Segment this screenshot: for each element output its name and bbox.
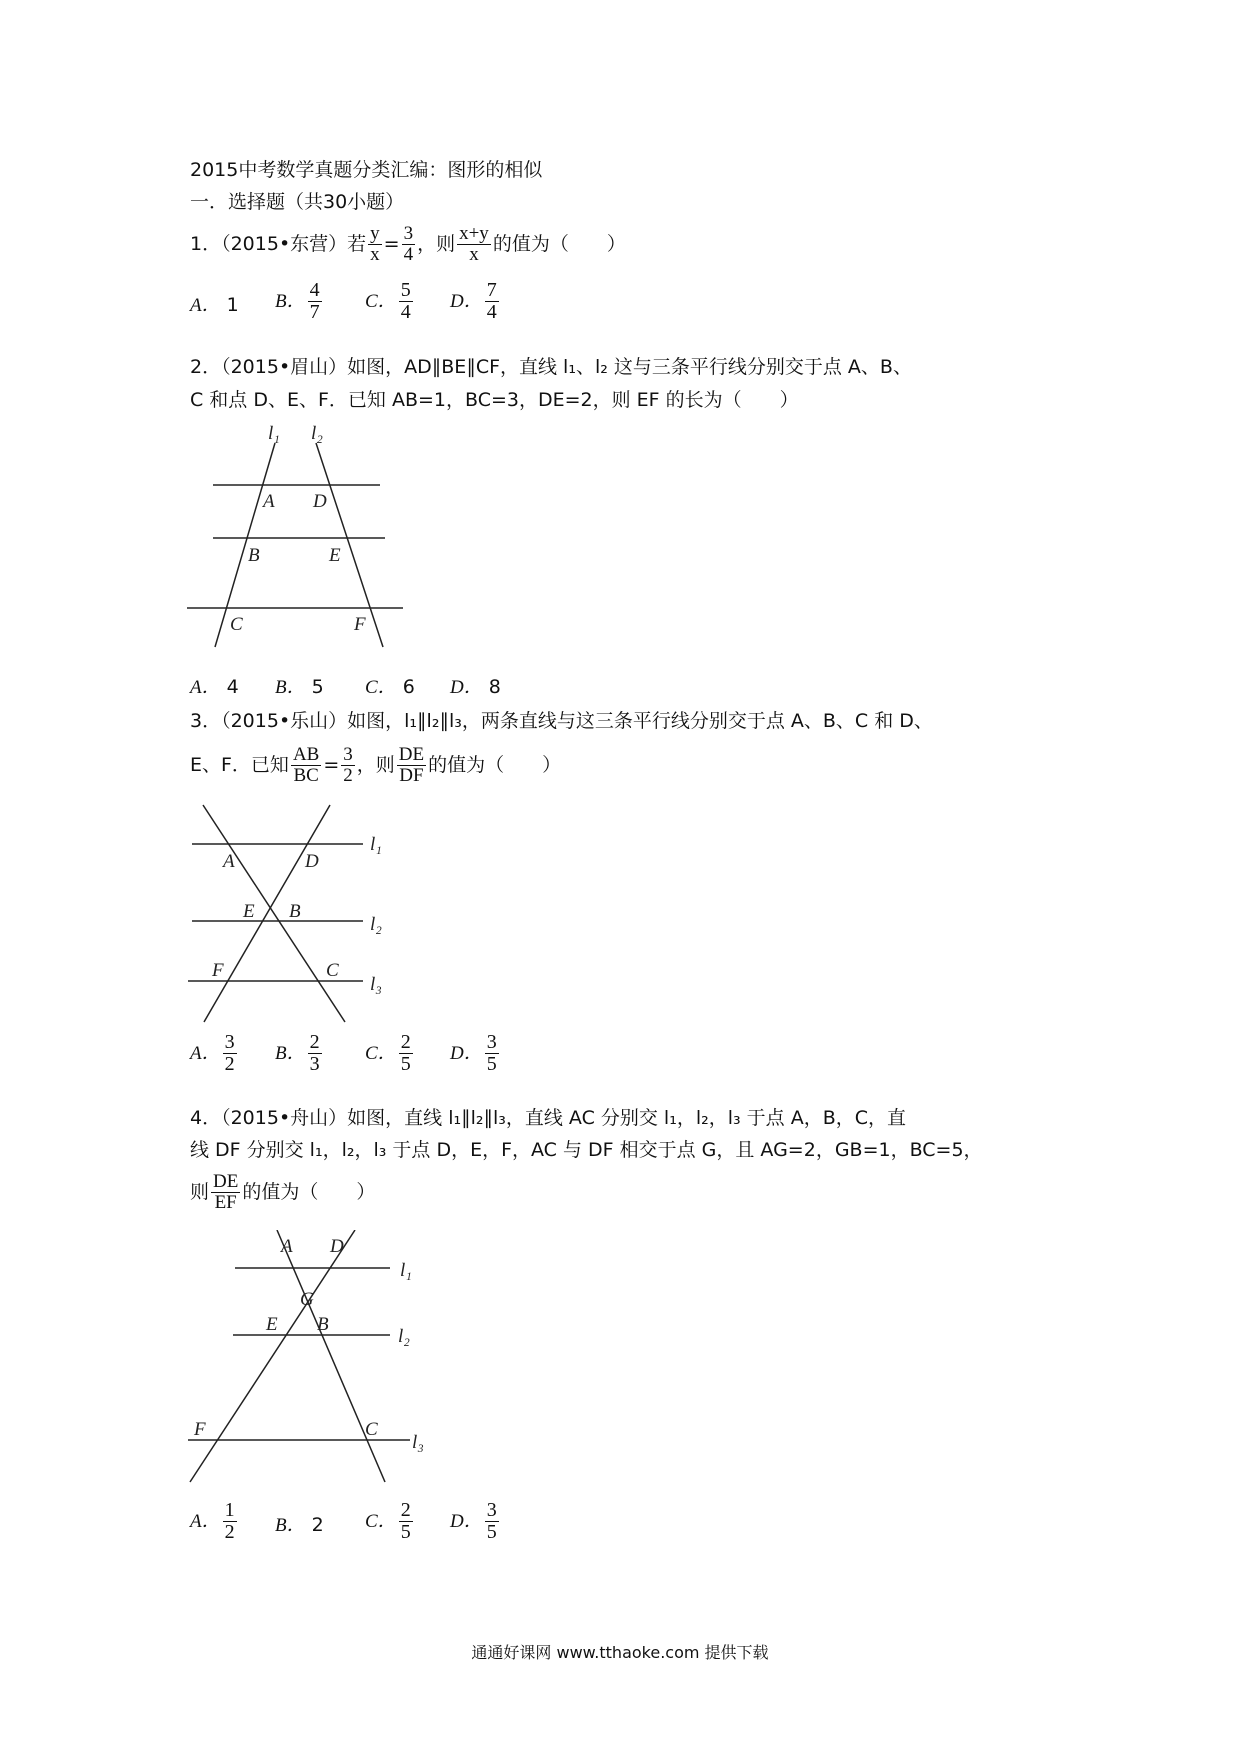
q2-b-label: B． — [275, 677, 306, 698]
q1-f3-den: x — [469, 243, 479, 265]
q4-line-1: 4．（2015•舟山）如图，直线 l₁∥l₂∥l₃，直线 AC 分别交 l₁，l₂，l₃ 于点 A，B，C，直 — [190, 1107, 906, 1129]
q3-line-2 — [190, 745, 561, 786]
q4-label-D: D — [330, 1236, 344, 1257]
q4-option-b[interactable] — [275, 1510, 324, 1537]
q1-b-frac — [308, 280, 322, 323]
q1-option-d[interactable] — [450, 280, 501, 323]
q1-c-num: 5 — [400, 279, 411, 301]
q1-c-den: 4 — [400, 301, 411, 323]
q4-option-a[interactable] — [190, 1500, 239, 1543]
q4-label-G: G — [300, 1289, 314, 1310]
q3-figure — [180, 800, 400, 1025]
q2-label-l2: l₂ — [311, 425, 323, 444]
q3-transversal-def — [204, 805, 330, 1022]
q3-option-d[interactable] — [450, 1032, 501, 1075]
q4-f-den: EF — [214, 1191, 237, 1213]
q2-line-2: C 和点 D、E、F．已知 AB=1，BC=3，DE=2，则 EF 的长为（ ） — [190, 389, 799, 411]
q1-a-label: A． — [190, 295, 221, 316]
q2-label-A: A — [263, 491, 275, 512]
q3-option-a[interactable] — [190, 1032, 239, 1075]
q3-label-l2: l₂ — [370, 914, 382, 935]
q4-d-num: 3 — [486, 1499, 497, 1521]
q4-label-B: B — [317, 1314, 329, 1335]
q4-c-frac — [399, 1500, 413, 1543]
q1-eq: = — [383, 232, 400, 255]
q2-line-l1 — [215, 443, 275, 647]
q2-line-l2 — [316, 443, 383, 647]
q4-a-den: 2 — [224, 1521, 235, 1543]
q1-c-frac — [399, 280, 413, 323]
q4-option-c[interactable] — [365, 1500, 415, 1543]
q3-mid: ，则 — [356, 753, 395, 776]
question-1 — [190, 224, 626, 265]
q4-a-frac — [223, 1500, 237, 1543]
q3-d-num: 3 — [486, 1031, 497, 1053]
q3-f3-num: DE — [398, 744, 425, 765]
q3-d-frac — [485, 1032, 499, 1075]
q4-line-3 — [190, 1172, 375, 1213]
q1-fraction-xy-over-x — [457, 224, 491, 265]
q2-label-E: E — [329, 545, 341, 566]
q1-f2-num: 3 — [403, 223, 414, 244]
q3-label-A: A — [223, 851, 235, 872]
q4-c-num: 2 — [400, 1499, 411, 1521]
q3-f2-den: 2 — [343, 764, 353, 786]
q2-figure — [180, 425, 420, 665]
q3-c-label: C． — [365, 1043, 397, 1064]
q2-option-c[interactable] — [365, 672, 415, 699]
q2-d-label: D． — [450, 677, 483, 698]
q4-option-d[interactable] — [450, 1500, 501, 1543]
q4-c-den: 5 — [400, 1521, 411, 1543]
q3-transversal-adc — [203, 805, 345, 1022]
q2-c-label: C． — [365, 677, 397, 698]
q1-d-den: 4 — [486, 301, 497, 323]
q3-c-frac — [399, 1032, 413, 1075]
q2-d-value: 8 — [488, 676, 501, 698]
q1-option-b[interactable] — [275, 280, 324, 323]
q1-d-num: 7 — [486, 279, 497, 301]
q2-option-b[interactable] — [275, 672, 324, 699]
q2-label-B: B — [248, 545, 260, 566]
q1-b-num: 4 — [309, 279, 320, 301]
q1-c-label: C． — [365, 291, 397, 312]
q2-label-F: F — [354, 614, 366, 635]
q2-line-1: 2．（2015•眉山）如图，AD∥BE∥CF，直线 l₁、l₂ 这与三条平行线分别交于点 A、B、 — [190, 356, 912, 378]
q1-b-den: 7 — [309, 301, 320, 323]
q3-d-label: D． — [450, 1043, 483, 1064]
q4-a-num: 1 — [224, 1499, 235, 1521]
q1-f2-den: 4 — [403, 243, 414, 265]
q3-b-label: B． — [275, 1043, 306, 1064]
q3-a-num: 3 — [224, 1031, 235, 1053]
q1-option-a[interactable] — [190, 290, 239, 317]
q3-option-c[interactable] — [365, 1032, 415, 1075]
q4-l3-prefix: 则 — [190, 1180, 210, 1203]
q2-option-d[interactable] — [450, 672, 501, 699]
q2-option-a[interactable] — [190, 672, 239, 699]
q3-b-frac — [308, 1032, 322, 1075]
q4-d-den: 5 — [486, 1521, 497, 1543]
q1-f1-den: x — [370, 243, 380, 265]
q1-fraction-3-over-4 — [402, 224, 416, 265]
q3-a-den: 2 — [224, 1053, 235, 1075]
q3-option-b[interactable] — [275, 1032, 324, 1075]
q3-label-B: B — [289, 901, 301, 922]
section-heading: 一．选择题（共30小题） — [190, 191, 405, 213]
q1-prefix: 1．（2015•东营）若 — [190, 232, 367, 255]
page-title: 2015中考数学真题分类汇编：图形的相似 — [190, 159, 543, 181]
q4-label-C: C — [365, 1419, 378, 1440]
q4-fraction-de-ef — [211, 1172, 240, 1213]
q3-eq: = — [323, 753, 340, 776]
q2-a-value: 4 — [226, 676, 239, 698]
q4-figure — [180, 1230, 440, 1495]
q1-suffix: 的值为（ ） — [492, 232, 626, 255]
q3-a-frac — [223, 1032, 237, 1075]
q3-suffix: 的值为（ ） — [428, 753, 562, 776]
q4-d-label: D． — [450, 1511, 483, 1532]
q3-f3-den: DF — [399, 764, 424, 786]
q4-label-E: E — [266, 1314, 278, 1335]
q3-b-num: 2 — [309, 1031, 320, 1053]
q4-label-l2: l₂ — [398, 1326, 410, 1347]
q4-d-frac — [485, 1500, 499, 1543]
q4-c-label: C． — [365, 1511, 397, 1532]
q1-fraction-y-over-x — [368, 224, 382, 265]
q2-a-label: A． — [190, 677, 221, 698]
q1-b-label: B． — [275, 291, 306, 312]
q3-fraction-ab-bc — [291, 745, 321, 786]
q4-label-l3: l₃ — [412, 1432, 424, 1453]
page-footer: 通通好课网 www.tthaoke.com 提供下载 — [471, 1643, 769, 1662]
q4-a-label: A． — [190, 1511, 221, 1532]
q3-label-l3: l₃ — [370, 974, 382, 995]
q3-fraction-3-2 — [341, 745, 355, 786]
q2-label-D: D — [313, 491, 327, 512]
q3-d-den: 5 — [486, 1053, 497, 1075]
q3-fraction-de-df — [397, 745, 426, 786]
q4-f-num: DE — [213, 1171, 239, 1192]
q1-d-frac — [485, 280, 499, 323]
q3-f1-num: AB — [292, 744, 320, 765]
q4-b-label: B． — [275, 1515, 306, 1536]
q1-a-value: 1 — [226, 294, 239, 316]
q3-c-num: 2 — [400, 1031, 411, 1053]
q3-f1-den: BC — [293, 764, 319, 786]
q3-l2-prefix: E、F．已知 — [190, 753, 289, 776]
q4-l3-suffix: 的值为（ ） — [242, 1180, 376, 1203]
q2-label-C: C — [230, 614, 243, 635]
q3-label-E: E — [243, 901, 255, 922]
q3-a-label: A． — [190, 1043, 221, 1064]
q3-label-D: D — [305, 851, 319, 872]
q1-f1-num: y — [370, 223, 380, 244]
q2-label-l1: l₁ — [268, 425, 280, 444]
q3-label-C: C — [326, 960, 339, 981]
q1-option-c[interactable] — [365, 280, 415, 323]
q2-b-value: 5 — [311, 676, 324, 698]
q3-f2-num: 3 — [343, 744, 353, 765]
q4-b-value: 2 — [311, 1514, 324, 1536]
q3-label-F: F — [212, 960, 224, 981]
q4-line-2: 线 DF 分别交 l₁，l₂，l₃ 于点 D，E，F，AC 与 DF 相交于点 G，且 AG=2，GB=1，BC=5， — [190, 1139, 983, 1161]
q4-label-l1: l₁ — [400, 1260, 412, 1281]
q4-label-A: A — [281, 1236, 293, 1257]
q3-label-l1: l₁ — [370, 834, 382, 855]
q2-c-value: 6 — [402, 676, 415, 698]
q1-d-label: D． — [450, 291, 483, 312]
q1-f3-num: x+y — [459, 223, 489, 244]
q3-b-den: 3 — [309, 1053, 320, 1075]
q4-label-F: F — [194, 1419, 206, 1440]
q3-c-den: 5 — [400, 1053, 411, 1075]
q1-mid: ，则 — [417, 232, 456, 255]
q3-line-1: 3．（2015•乐山）如图，l₁∥l₂∥l₃，两条直线与这三条平行线分别交于点 A、B、C 和 D、 — [190, 710, 933, 732]
